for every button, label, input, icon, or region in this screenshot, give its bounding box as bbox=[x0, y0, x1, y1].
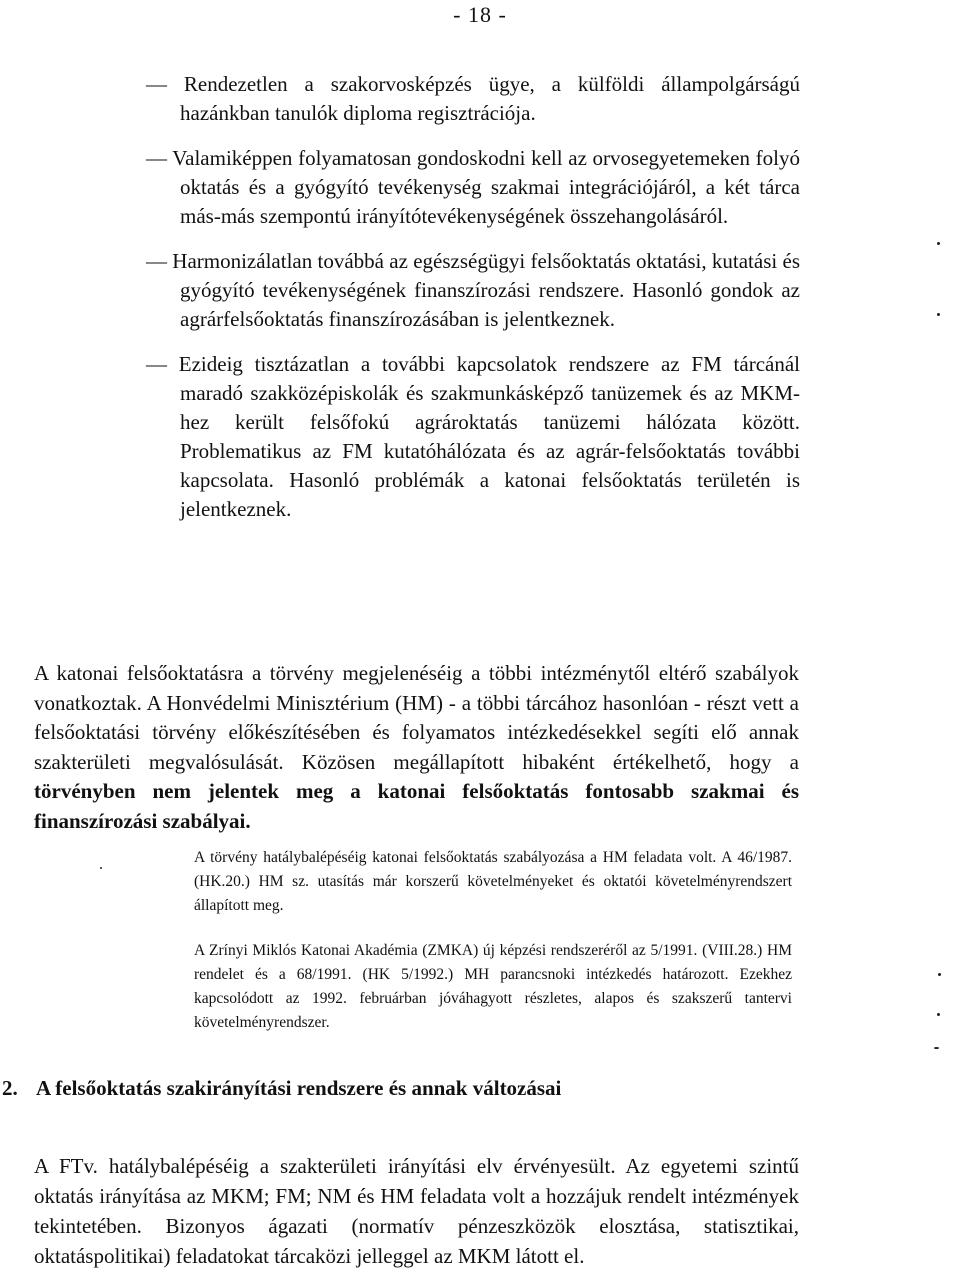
scan-speck bbox=[938, 973, 941, 976]
scan-speck bbox=[937, 1013, 940, 1016]
paragraph-regular-text: A katonai felsőoktatásra a törvény megjelenéséig a többi intézménytől eltérő szabályok vonatkoztak. A Honvédelmi Minisztérium (HM) - a többi tárcához hasonlóan - részt vett a felsőoktatási törvény előkészítésében és folyamatos intézkedésekkel segíti elő annak szakterületi megvalósulását. Közösen megállapított hibaként értékelhető, hogy a bbox=[34, 661, 799, 774]
bullet-list bbox=[146, 70, 800, 540]
note-paragraph: A Zrínyi Miklós Katonai Akadémia (ZMKA) új képzési rendszeréről az 5/1991. (VIII.28.) HM rendelet és a 68/1991. (HK 5/1992.) MH parancsnoki intézkedés határozott. Ezekhez kapcsolódott az 1992. februárban jóváhagyott részletes, alapos és szakszerű tantervi követelményrendszer. bbox=[194, 942, 792, 1031]
section-heading bbox=[0, 1076, 800, 1101]
section-paragraph: A FTv. hatálybalépéséig a szakterületi irányítási elv érvényesült. Az egyetemi szintű oktatás irányítása az MKM; FM; NM és HM feladata volt a hozzájuk rendelt intézmények tekintetében. Bizonyos ágazati (normatív pénzeszközök elosztása, statisztikai, oktatáspolitikai) feladatokat tárcaközi jelleggel az MKM látott el. bbox=[34, 1154, 799, 1268]
scan-speck bbox=[100, 867, 102, 869]
military-education-paragraph bbox=[34, 659, 799, 836]
paragraph-bold-text: törvényben nem jelentek meg a katonai felsőoktatás fontosabb szakmai és finanszírozási szabályai. bbox=[34, 779, 799, 833]
note-paragraph: A törvény hatálybalépéséig katonai felsőoktatás szabályozása a HM feladata volt. A 46/1987. (HK.20.) HM sz. utasítás már korszerű követelményeket és oktatói követelményrendszert állapított meg. bbox=[194, 849, 792, 914]
scan-speck bbox=[937, 242, 940, 245]
section-title: A felsőoktatás szakirányítási rendszere és annak változásai bbox=[36, 1076, 562, 1100]
page-number: - 18 - bbox=[453, 2, 507, 27]
bullet-item: — Harmonizálatlan továbbá az egészségügyi felsőoktatás oktatási, kutatási és gyógyító tevékenységének finanszírozási rendszere. Hasonló gondok az agrárfelsőoktatás finanszírozásában is jelentkeznek. bbox=[146, 249, 800, 331]
bullet-item: — Valamiképpen folyamatosan gondoskodni kell az orvosegyetemeken folyó oktatás és a gyógyító tevékenység szakmai integrációjáról, a két tárca más-más szempontú irányítótevékenységének összehangolásáról. bbox=[146, 146, 800, 228]
bullet-item: — Rendezetlen a szakorvosképzés ügye, a külföldi állampolgárságú hazánkban tanulók diploma regisztrációja. bbox=[146, 72, 800, 125]
bullet-item: — Ezideig tisztázatlan a további kapcsolatok rendszere az FM tárcánál maradó szakközépiskolák és szakmunkásképző tanüzemek és az MKM-hez került felsőfokú agrároktatás tanüzemi hálózata között. Problematikus az FM kutatóhálózata és az agrár-felsőoktatás további kapcsolata. Hasonló problémák a katonai felsőoktatás területén is jelentkeznek. bbox=[146, 352, 800, 521]
scan-speck bbox=[934, 1047, 939, 1049]
scan-speck bbox=[937, 313, 940, 316]
section-number: 2. bbox=[2, 1076, 18, 1100]
indented-notes bbox=[194, 846, 792, 1056]
